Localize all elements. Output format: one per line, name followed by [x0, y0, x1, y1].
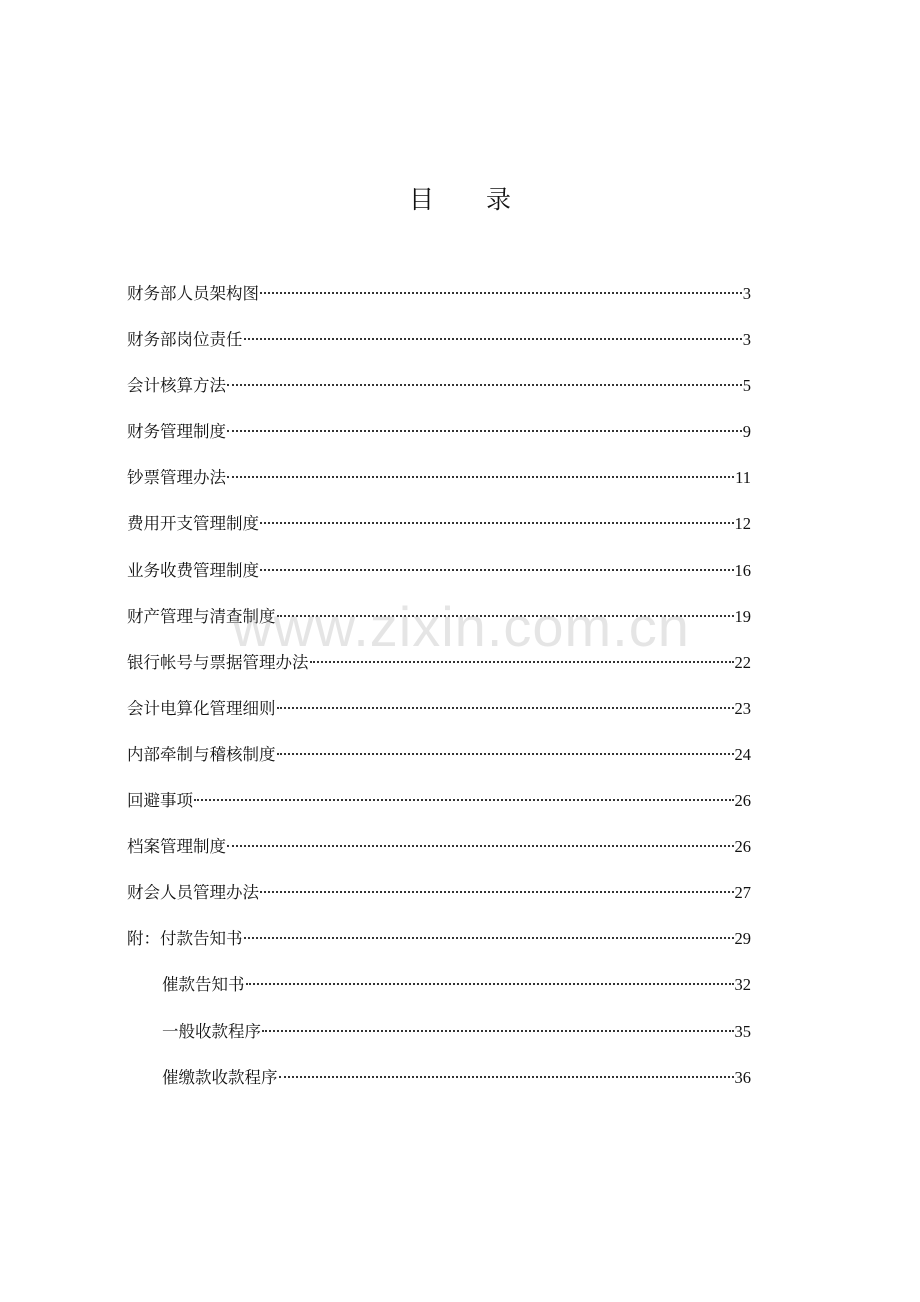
toc-entry-label: 催缴款收款程序 [162, 1067, 278, 1087]
toc-entry-page-number: 22 [734, 652, 751, 672]
toc-dot-leader [260, 569, 734, 571]
toc-entry[interactable] [127, 468, 751, 514]
toc-entry[interactable] [127, 791, 751, 837]
toc-title-char-1: 目 [408, 185, 434, 214]
toc-entry-page-number: 16 [734, 560, 751, 580]
toc-entry[interactable] [127, 514, 751, 560]
toc-dot-leader [246, 983, 734, 985]
toc-entry-label: 钞票管理办法 [127, 468, 226, 488]
toc-dot-leader [244, 338, 742, 340]
toc-entry-label: 财务管理制度 [127, 422, 226, 442]
toc-title [0, 180, 920, 216]
toc-entry[interactable] [127, 929, 751, 975]
toc-dot-leader [277, 615, 734, 617]
toc-dot-leader [310, 661, 734, 663]
toc-entry-page-number: 11 [735, 468, 751, 488]
toc-entry[interactable] [127, 422, 751, 468]
toc-dot-leader [277, 753, 734, 755]
toc-entry[interactable] [127, 330, 751, 376]
toc-entry-page-number: 36 [734, 1067, 751, 1087]
toc-entry-page-number: 35 [734, 1021, 751, 1041]
toc-entry[interactable] [127, 699, 751, 745]
toc-dot-leader [244, 937, 734, 939]
toc-entry[interactable] [127, 607, 751, 653]
toc-entry[interactable] [127, 1022, 751, 1068]
toc-title-char-2: 录 [486, 185, 512, 214]
toc-entry-label: 财务部岗位责任 [127, 330, 243, 350]
toc-entry-page-number: 26 [734, 791, 751, 811]
toc-entry[interactable] [127, 653, 751, 699]
toc-entry-label: 档案管理制度 [127, 837, 226, 857]
toc-dot-leader [227, 845, 734, 847]
toc-entry-label: 银行帐号与票据管理办法 [127, 652, 309, 672]
toc-entry-page-number: 24 [734, 744, 751, 764]
toc-entry-label: 会计核算方法 [127, 376, 226, 396]
toc-entry-page-number: 3 [742, 330, 751, 350]
toc-entry-label: 内部牵制与稽核制度 [127, 744, 276, 764]
toc-dot-leader [260, 292, 742, 294]
toc-entry-label: 催款告知书 [162, 975, 245, 995]
watermark: www.zixin.com.cn [232, 595, 690, 658]
toc-entry-page-number: 23 [734, 698, 751, 718]
toc-dot-leader [194, 799, 734, 801]
toc-dot-leader [260, 522, 734, 524]
toc-entry-page-number: 29 [734, 929, 751, 949]
toc-dot-leader [227, 476, 734, 478]
toc-entry-label: 财务部人员架构图 [127, 284, 259, 303]
toc-entry-page-number: 32 [734, 975, 751, 995]
toc-entry-page-number: 12 [734, 514, 751, 534]
toc-entry-page-number: 5 [742, 376, 751, 396]
toc-entry[interactable] [127, 561, 751, 607]
toc-entry-page-number: 27 [734, 883, 751, 903]
toc-entry-label: 回避事项 [127, 791, 193, 811]
toc-entry-page-number: 3 [742, 284, 751, 303]
toc-list [127, 284, 751, 1114]
toc-entry-page-number: 19 [734, 606, 751, 626]
toc-dot-leader [260, 891, 734, 893]
toc-entry[interactable] [127, 883, 751, 929]
toc-entry-label: 费用开支管理制度 [127, 514, 259, 534]
toc-entry-page-number: 9 [742, 422, 751, 442]
toc-dot-leader [279, 1076, 734, 1078]
toc-entry[interactable] [127, 837, 751, 883]
toc-entry-label: 附：付款告知书 [127, 929, 243, 949]
toc-dot-leader [277, 707, 734, 709]
toc-entry-label: 会计电算化管理细则 [127, 698, 276, 718]
toc-entry-label: 财会人员管理办法 [127, 883, 259, 903]
toc-entry-label: 财产管理与清查制度 [127, 606, 276, 626]
toc-entry-page-number: 26 [734, 837, 751, 857]
toc-entry-label: 业务收费管理制度 [127, 560, 259, 580]
toc-entry-label: 一般收款程序 [162, 1021, 261, 1041]
toc-entry[interactable] [127, 745, 751, 791]
toc-dot-leader [227, 384, 742, 386]
toc-dot-leader [227, 430, 742, 432]
toc-entry[interactable] [127, 284, 751, 330]
toc-entry[interactable] [127, 975, 751, 1021]
toc-entry[interactable] [127, 376, 751, 422]
toc-dot-leader [262, 1030, 734, 1032]
toc-entry[interactable] [127, 1068, 751, 1114]
